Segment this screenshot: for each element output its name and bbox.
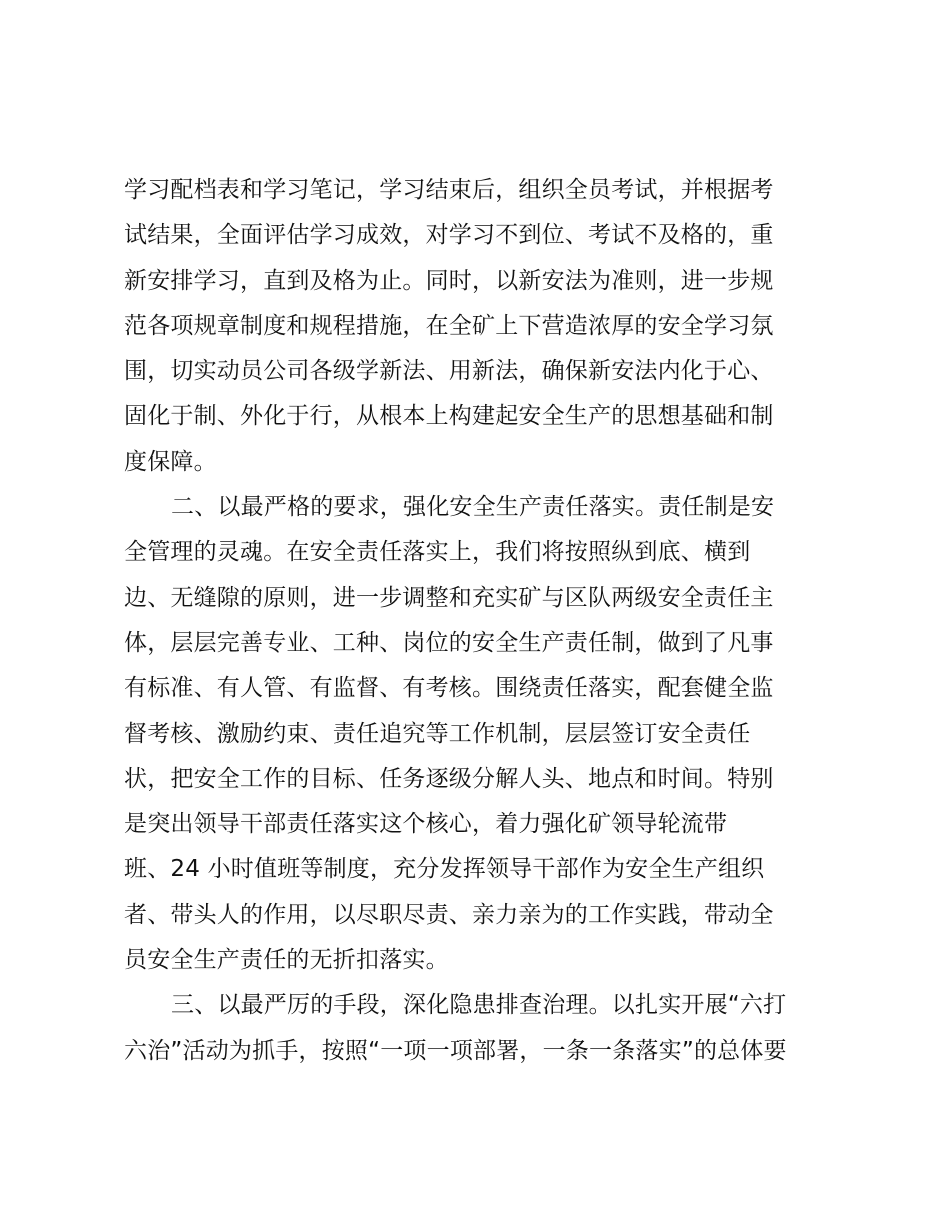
- body-text: [124, 168, 844, 1074]
- text-line: 范各项规章制度和规程措施，在全矿上下营造浓厚的安全学习氛: [124, 312, 774, 339]
- text-line: 边、无缝隙的原则，进一步调整和充实矿与区队两级安全责任主: [124, 584, 774, 611]
- text-line: 班、24 小时值班等制度，充分发挥领导干部作为安全生产组织: [124, 856, 765, 883]
- text-line: 六治”活动为抓手，按照“一项一项部署，一条一条落实”的总体要: [124, 1037, 787, 1064]
- text-line: 员安全生产责任的无折扣落实。: [124, 947, 449, 974]
- text-line: 状，把安全工作的目标、任务逐级分解人头、地点和时间。特别: [124, 765, 774, 792]
- text-line: 固化于制、外化于行，从根本上构建起安全生产的思想基础和制: [124, 403, 774, 430]
- text-line: 围，切实动员公司各级学新法、用新法，确保新安法内化于心、: [124, 358, 774, 385]
- text-line: 者、带头人的作用，以尽职尽责、亲力亲为的工作实践，带动全: [124, 901, 774, 928]
- paragraph-start-line: 二、以最严格的要求，强化安全生产责任落实。责任制是安: [171, 494, 775, 521]
- text-line: 有标准、有人管、有监督、有考核。围绕责任落实，配套健全监: [124, 675, 774, 702]
- text-line: 督考核、激励约束、责任追究等工作机制，层层签订安全责任: [124, 720, 751, 747]
- text-line: 全管理的灵魂。在安全责任落实上，我们将按照纵到底、横到: [124, 539, 751, 566]
- text-line: 学习配档表和学习笔记，学习结束后，组织全员考试，并根据考: [124, 177, 774, 203]
- paragraph-start-line: 三、以最严厉的手段，深化隐患排查治理。以扎实开展“六打: [171, 992, 787, 1019]
- text-line: 是突出领导干部责任落实这个核心，着力强化矿领导轮流带: [124, 811, 728, 838]
- text-line: 新安排学习，直到及格为止。同时，以新安法为准则，进一步规: [124, 267, 774, 294]
- text-line: 体，层层完善专业、工种、岗位的安全生产责任制，做到了凡事: [124, 629, 774, 656]
- text-line: 度保障。: [124, 448, 217, 475]
- text-line: 试结果，全面评估学习成效，对学习不到位、考试不及格的，重: [124, 222, 774, 249]
